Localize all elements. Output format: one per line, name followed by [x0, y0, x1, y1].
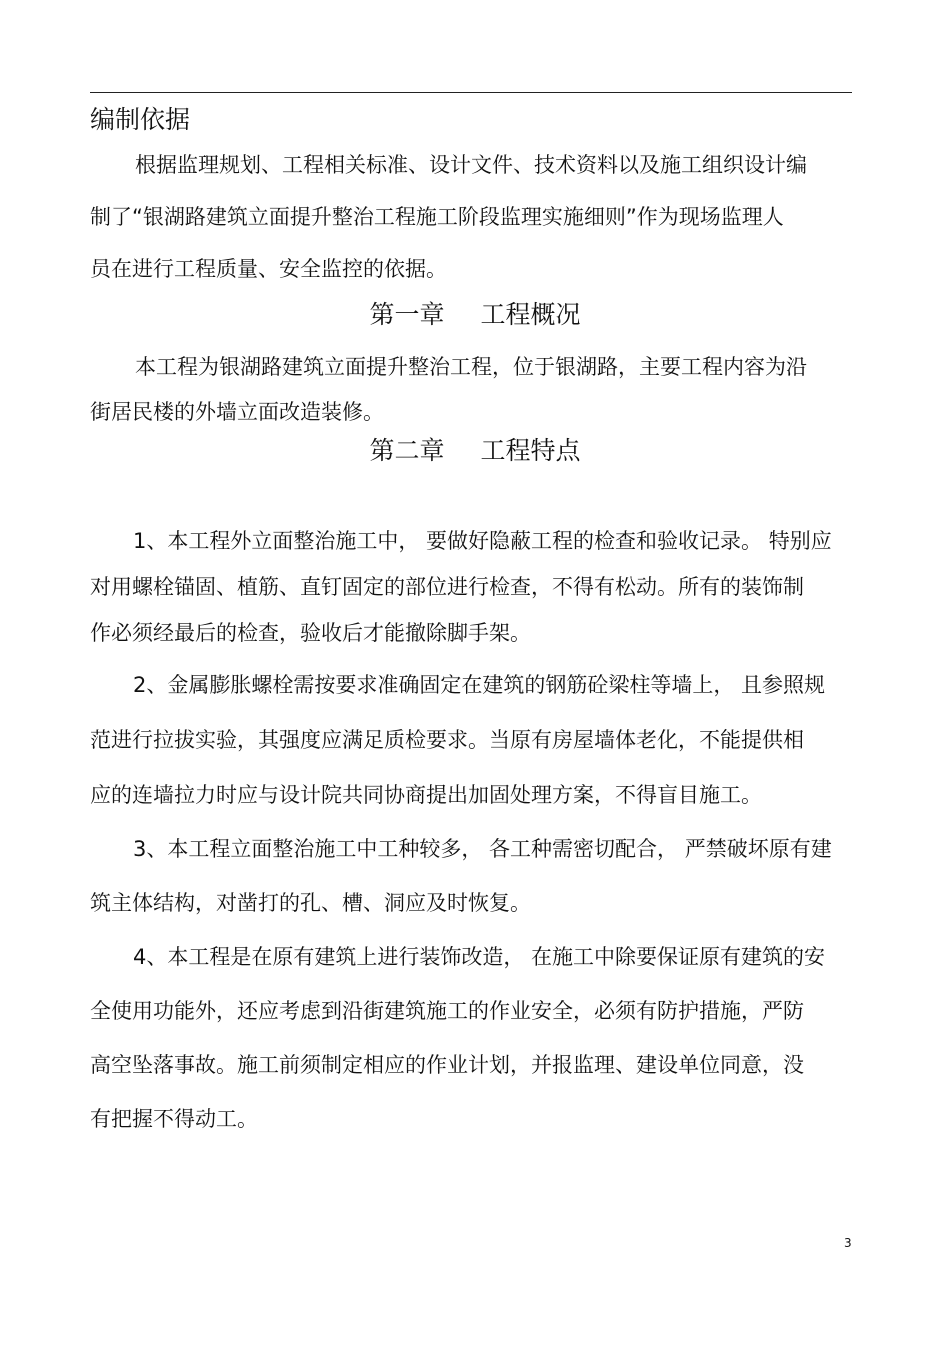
page-number: 3	[844, 1236, 852, 1250]
chapter-1-number: 第一章	[369, 300, 445, 329]
point-2-line: 范进行拉拔实验，其强度应满足质检要求。当原有房屋墙体老化，不能提供相	[90, 728, 804, 752]
point-3-line: 3、本工程立面整治施工中工种较多， 各工种需密切配合， 严禁破坏原有建	[133, 837, 832, 861]
point-4-line: 4、本工程是在原有建筑上进行装饰改造， 在施工中除要保证原有建筑的安	[133, 945, 826, 969]
overview-line: 街居民楼的外墙立面改造装修。	[90, 400, 384, 424]
point-4-line: 高空坠落事故。施工前须制定相应的作业计划，并报监理、建设单位同意，没	[90, 1053, 804, 1077]
chapter-2-title: 工程特点	[480, 436, 581, 465]
chapter-2-number: 第二章	[369, 436, 445, 465]
basis-line: 根据监理规划、工程相关标准、设计文件、技术资料以及施工组织设计编	[135, 153, 807, 177]
basis-line: 制了“银湖路建筑立面提升整治工程施工阶段监理实施细则”作为现场监理人	[90, 205, 784, 229]
point-1-line: 对用螺栓锚固、植筋、直钉固定的部位进行检查，不得有松动。所有的装饰制	[90, 575, 804, 599]
chapter-1-title: 工程概况	[480, 300, 581, 329]
section-title: 编制依据	[90, 105, 191, 134]
point-1-line: 1、本工程外立面整治施工中， 要做好隐蔽工程的检查和验收记录。 特别应	[133, 529, 832, 553]
header-rule	[90, 92, 852, 93]
point-4-line: 全使用功能外，还应考虑到沿街建筑施工的作业安全，必须有防护措施，严防	[90, 999, 804, 1023]
point-2-line: 2、金属膨胀螺栓需按要求准确固定在建筑的钢筋砼梁柱等墙上， 且参照规	[133, 673, 826, 697]
point-2-line: 应的连墙拉力时应与设计院共同协商提出加固处理方案，不得盲目施工。	[90, 783, 762, 807]
point-4-line: 有把握不得动工。	[90, 1107, 258, 1131]
point-3-line: 筑主体结构，对凿打的孔、槽、洞应及时恢复。	[90, 891, 531, 915]
chapter-1-heading	[0, 300, 950, 330]
basis-line: 员在进行工程质量、安全监控的依据。	[90, 257, 447, 281]
point-1-line: 作必须经最后的检查，验收后才能撤除脚手架。	[90, 621, 531, 645]
chapter-2-heading	[0, 436, 950, 466]
overview-line: 本工程为银湖路建筑立面提升整治工程，位于银湖路，主要工程内容为沿	[135, 355, 807, 379]
